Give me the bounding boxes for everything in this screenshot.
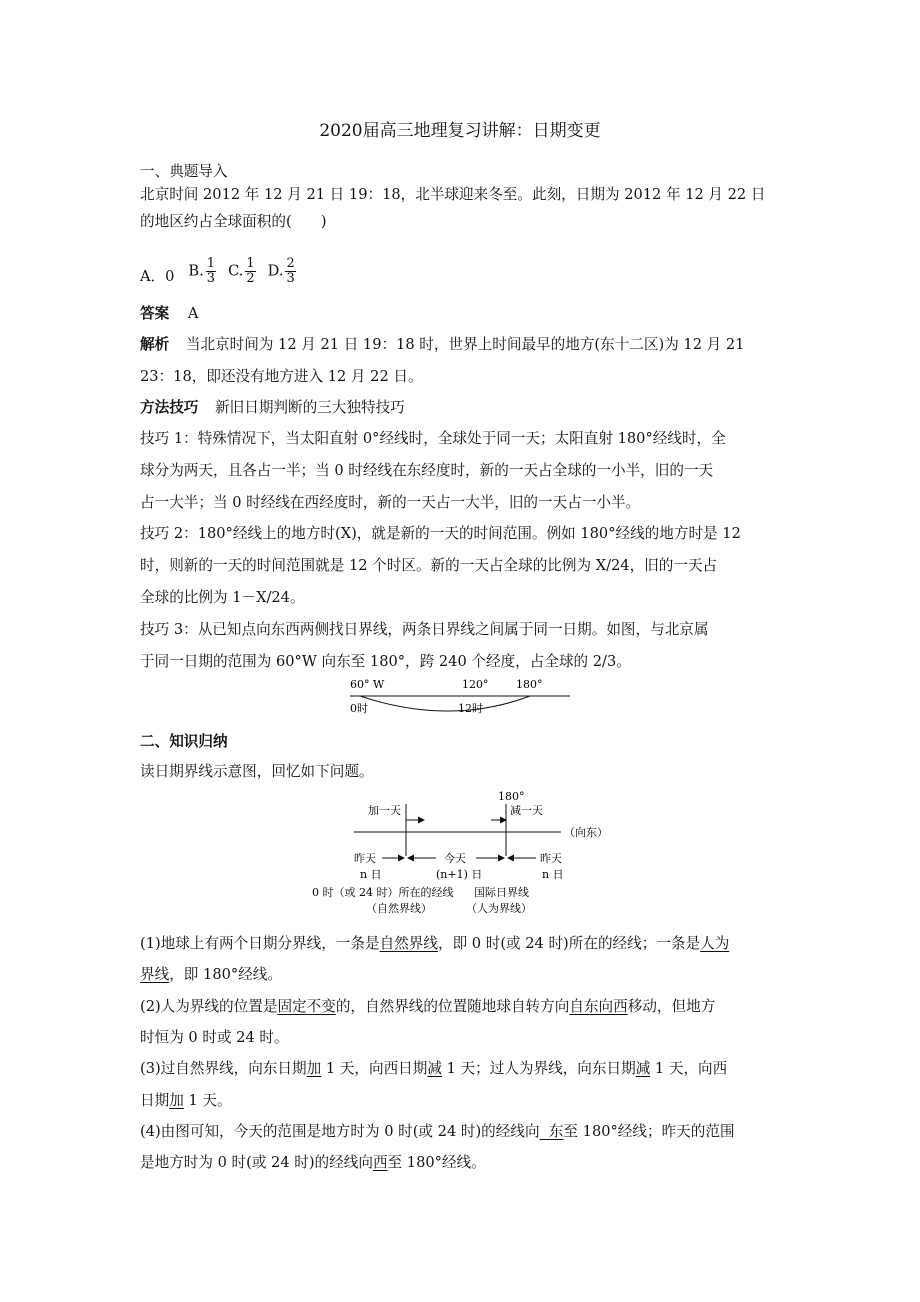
para1-line-2: 界线，即 180°经线。: [140, 966, 282, 983]
answer-options: [140, 240, 790, 286]
range-arc: [360, 696, 530, 711]
intl-line-label: 国际日界线: [474, 886, 529, 899]
natural-sub-label: （自然界线）: [366, 902, 432, 915]
tip3-line-2: 于同一日期的范围为 60°W 向东至 180°，跨 240 个经度，占全球的 2/3。: [140, 653, 631, 670]
section2-intro: 读日期界线示意图，回忆如下问题。: [140, 763, 374, 780]
option-b: B. $\frac{1}{3}$: [188, 256, 216, 286]
blank-fixed: 固定不变: [277, 998, 336, 1015]
analysis-text-1: 当北京时间为 12 月 21 日 19：18 时，世界上时间最早的地方(东十二区)为 12 月 21: [185, 336, 745, 353]
tip3-line-1: 技巧 3：从已知点向东西两侧找日界线，两条日界线之间属于同一日期。如图，与北京属: [140, 621, 709, 638]
answer-line: [140, 302, 790, 323]
blank-east: 东: [539, 1123, 564, 1140]
blank-human-line-a: 人为: [700, 935, 730, 952]
label-120: 120°: [462, 678, 489, 691]
natural-line-label: 0 时（或 24 时）所在的经线: [312, 886, 454, 899]
para3-line-2: 日期加 1 天。: [140, 1092, 232, 1109]
para4-line-1: (4)由图可知，今天的范围是地方时为 0 时(或 24 时)的经线向 东至 180°经线；昨天的范围: [140, 1123, 735, 1140]
blank-east-to-west: 自东向西: [569, 998, 628, 1015]
blank-add-2: 加: [169, 1092, 184, 1109]
para2-line-2: 时恒为 0 时或 24 时。: [140, 1029, 289, 1046]
blank-sub-1: 减: [427, 1060, 442, 1077]
page-title: 2020届高三地理复习讲解：日期变更: [319, 121, 601, 141]
analysis-label: 解析: [140, 336, 170, 353]
para4-line-2: 是地方时为 0 时(或 24 时)的经线向西至 180°经线。: [140, 1154, 486, 1171]
question-line-1: 北京时间 2012 年 12 月 21 日 19：18，北半球迎来冬至。此刻，日期为 2012 年 12 月 22 日: [140, 186, 766, 203]
answer-label: 答案: [140, 305, 170, 322]
option-a: A．0: [140, 268, 175, 285]
date-range-diagram: [340, 676, 580, 718]
option-c: C. $\frac{1}{2}$: [228, 256, 255, 286]
method-line: [140, 396, 790, 417]
option-d: D. $\frac{2}{3}$: [267, 256, 295, 286]
sub-day-label: 减一天: [510, 804, 543, 817]
label-180: 180°: [516, 678, 543, 691]
human-sub-label: （人为界线）: [466, 902, 532, 915]
para1-line-1: (1)地球上有两个日期分界线，一条是自然界线，即 0 时(或 24 时)所在的经线；一条是人为: [140, 935, 730, 952]
label-0h: 0时: [350, 702, 368, 715]
tip1-line-3: 占一大半；当 0 时经线在西经度时，新的一天占一大半，旧的一天占一小半。: [140, 494, 641, 511]
blank-add-1: 加: [306, 1060, 322, 1077]
n1-day-label: (n+1) 日: [436, 868, 483, 881]
question-line-2: 的地区约占全球面积的( ): [140, 213, 327, 230]
blank-sub-2: 减: [635, 1060, 651, 1077]
add-day-label: 加一天: [368, 804, 401, 817]
method-label: 方法技巧: [140, 399, 199, 416]
tip2-line-3: 全球的比例为 1－X/24。: [140, 589, 305, 606]
section1-heading: 一、典题导入: [140, 163, 228, 180]
to-east-label: （向东）: [564, 826, 608, 839]
para2-line-1: (2)人为界线的位置是固定不变的，自然界线的位置随地球自转方向自东向西移动，但地方: [140, 998, 716, 1015]
para3-line-1: (3)过自然界线，向东日期加 1 天，向西日期减 1 天；过人为界线，向东日期减 1 天，向西: [140, 1060, 728, 1077]
blank-human-line-b: 界线: [140, 966, 170, 983]
tip1-line-2: 球分为两天，且各占一半；当 0 时经线在东经度时，新的一天占全球的一小半，旧的一天: [140, 462, 714, 479]
label-12h: 12时: [458, 702, 483, 715]
analysis-line-1: [140, 333, 790, 354]
section2-heading: 二、知识归纳: [140, 733, 228, 750]
tip1-line-1: 技巧 1：特殊情况下，当太阳直射 0°经线时，全球处于同一天；太阳直射 180°经线时，全: [140, 430, 726, 447]
tip2-line-2: 时，则新的一天的时间范围就是 12 个时区。新的一天占全球的比例为 X/24，旧的一天占: [140, 557, 718, 574]
d2-label-180: 180°: [498, 790, 525, 803]
analysis-line-2: 23：18，即还没有地方进入 12 月 22 日。: [140, 368, 423, 385]
blank-west: 西: [372, 1154, 388, 1171]
label-60w: 60° W: [350, 678, 385, 691]
tip2-line-1: 技巧 2：180°经线上的地方时(X)，就是新的一天的时间范围。例如 180°经线的地方时是 12: [140, 525, 741, 542]
blank-natural-line: 自然界线: [379, 935, 438, 952]
n-day-left-label: n 日: [360, 868, 382, 881]
n-day-right-label: n 日: [542, 868, 564, 881]
today-label: 今天: [444, 852, 466, 865]
method-text: 新旧日期判断的三大独特技巧: [215, 399, 405, 416]
yesterday-left-label: 昨天: [354, 852, 376, 865]
yesterday-right-label: 昨天: [540, 852, 562, 865]
date-line-diagram: [306, 786, 624, 918]
answer-value: A: [187, 305, 199, 322]
